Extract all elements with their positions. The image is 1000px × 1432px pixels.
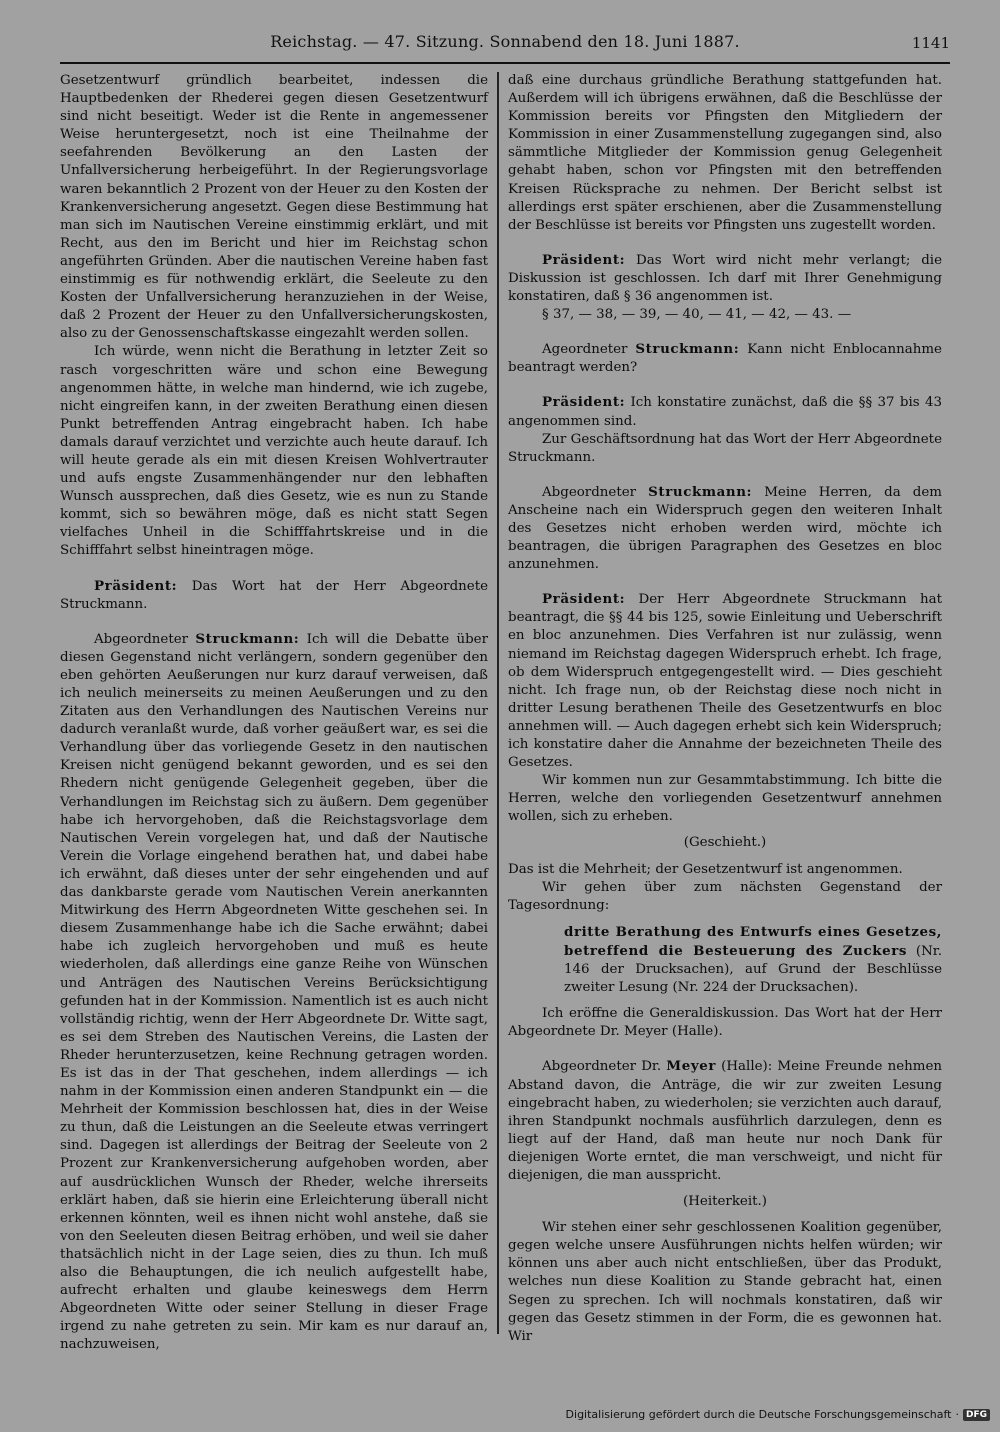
paragraph: daß eine durchaus gründliche Berathung stattgefunden hat. Außerdem will ich übrigens erwähnen, daß die Beschlüsse der Kommission bereits vor Pfingsten den Mitgliedern der Kommission in einer Zusammenstellung zugegangen sind, also sämmtliche Mitglieder der Kommission genug Gelegenheit gehabt haben, schon vor Pfingsten mit den betreffenden Kreisen Rücksprache zu nehmen. Der Bericht selbst ist allerdings erst später erschienen, aber die Zusammenstellung der Beschlüsse ist bereits vor Pfingsten uns zugestellt worden. (508, 73, 942, 233)
speaker-title: Abgeordneter (94, 631, 196, 647)
dfg-logo: DFG (963, 1409, 990, 1421)
paragraph: Wir stehen einer sehr geschlossenen Koalition gegenüber, gegen welche unsere Ausführungen nichts helfen würden; wir können uns aber auch nicht entschließen, über das Produkt, welches nun diese Koalition zu Stande gebracht hat, einen Segen zu sprechen. Ich will nochmals konstatiren, daß wir gegen das Gesetz stimmen in der Form, die es gewonnen hat. Wir (508, 1220, 942, 1344)
page-number: 1141 (911, 34, 950, 52)
paragraph: Das ist die Mehrheit; der Gesetzentwurf ist angenommen. (508, 861, 903, 877)
paragraph: Ich würde, wenn nicht die Berathung in letzter Zeit so rasch vorgeschritten wäre und schon eine Bewegung angenommen hätte, in welche man hindernd, wie ich zugebe, nicht eingreifen kann, in der zweiten Berathung einen diesen Punkt betreffenden Antrag eingebracht haben. Ich habe damals darauf verzichtet und verzichte auch heute darauf. Ich will heute gerade als ein mit diesen Kreisen Wohlvertrauter und aufs engste Zusammenhängender nur den lebhaften Wunsch aussprechen, daß dies Gesetz, wie es nun zu Stande kommt, sich so bewähren möge, daß es nicht statt Segen vielfaches Unheil in die Schifffahrtskreise und in die Schifffahrt selbst hineintragen möge. (60, 344, 488, 559)
speaker-title: Abgeordneter Dr. (542, 1059, 667, 1075)
speaker-name: Struckmann: (635, 341, 740, 358)
speech-text: Der Herr Abgeordnete Struckmann hat beantragt, die §§ 44 bis 125, sowie Einleitung und Ueberschrift en bloc anzunehmen. Dies Verfahren ist nur zulässig, wenn niemand im Reichstag dagegen Widerspruch erhebt. Ich frage, ob dem Widerspruch entgegengestellt wird. — Dies geschieht nicht. Ich frage nun, ob der Reichstag diese noch nicht in dritter Lesung berathenen Theile des Gesetzentwurfs en bloc annehmen will. — Auch dagegen erhebt sich kein Widerspruch; ich konstatire daher die Annahme der bezeichneten Theile des Gesetzes. (508, 592, 942, 771)
paragraph (508, 340, 942, 377)
agenda-item-text: (Nr. 146 der Drucksachen), auf Grund der Beschlüsse zweiter Lesung (Nr. 224 der Drucksachen). (564, 943, 942, 996)
funding-credit: Digitalisierung gefördert durch die Deutsche Forschungsgemeinschaft (565, 1408, 952, 1421)
paragraph (60, 630, 488, 1355)
speech-text: Ich konstatire zunächst, daß die §§ 37 bis 43 angenommen sind. (508, 395, 942, 429)
speech-text: (Halle): Meine Freunde nehmen Abstand davon, die Anträge, die wir zur zweiten Lesung eingebracht haben, zu wiederholen; sie verzichten auch darauf, ihren Standpunkt nochmals ausführlich darzulegen, denn es liegt auf der Hand, daß man heute nur noch Dank für diejenigen Worte erntet, die man verschweigt, und nicht für diejenigen, die man ausspricht. (508, 1059, 942, 1183)
paragraph (508, 1057, 942, 1185)
column-divider (497, 72, 499, 1334)
paragraph (508, 590, 942, 772)
speech-text: Das Wort hat der Herr Abgeordnete Struckmann. (60, 578, 488, 612)
digitization-footer (566, 1408, 990, 1421)
paragraph: Ich eröffne die Generaldiskussion. Das Wort hat der Herr Abgeordnete Dr. Meyer (Halle). (508, 1006, 942, 1040)
speech-text: Meine Herren, da dem Anscheine nach ein Widerspruch gegen den weiteren Inhalt des Gesetzes nicht erhoben werden wird, möchte ich beantragen, die übrigen Paragraphen des Gesetzes en bloc anzunehmen. (508, 484, 942, 573)
paragraph (508, 393, 942, 430)
stage-direction: (Geschieht.) (683, 835, 767, 851)
running-title: Reichstag. — 47. Sitzung. Sonnabend den 18. Juni 1887. (270, 32, 740, 51)
page-header (60, 30, 950, 64)
speaker-name: Präsident: (542, 394, 626, 411)
speaker-name: Präsident: (542, 591, 626, 608)
agenda-item (508, 923, 942, 997)
left-column (60, 72, 488, 1353)
paragraph (60, 577, 488, 614)
speaker-name: Präsident: (542, 251, 626, 268)
speaker-name: Struckmann: (195, 630, 300, 647)
agenda-item-title: dritte Berathung des Entwurfs eines Gesetzes, betreffend die Besteuerung des Zuckers (564, 923, 942, 959)
speech-text: Das Wort wird nicht mehr verlangt; die Diskussion ist geschlossen. Ich darf mit Ihrer Genehmigung konstatiren, daß § 36 angenommen ist. (508, 252, 942, 305)
speech-text: Ich will die Debatte über diesen Gegenstand nicht verlängern, sondern gegenüber den eben gehörten Aeußerungen nur kurz darauf verweisen, daß ich neulich meinerseits zu meinen Aeußerungen und zu den Zitaten aus den Verhandlungen des Nautischen Vereins nur dadurch veranlaßt wurde, daß vorher geäußert war, es sei die Verhandlung über das vorliegende Gesetz in den nautischen Kreisen nicht genügend bekannt geworden, und es sei den Rhedern nicht genügende Gelegenheit gegeben, über die Verhandlungen im Reichstag sich zu äußern. Dem gegenüber habe ich hervorgehoben, daß die Reichstagsvorlage dem Nautischen Verein vorgelegen hat, und daß der Nautische Verein die Vorlage eingehend berathen hat, und dabei habe ich erwähnt, daß dieses unter der sehr eingehenden und auf das dankbarste gerade vom Nautischen Verein anerkannten Mitwirkung des Herrn Abgeordneten Witte geschehen sei. In diesem Zusammenhange habe ich die Sache erwähnt; dabei habe ich zugleich hervorgehoben und muß es heute wiederholen, daß allerdings eine ganze Reihe von Wünschen und Anträgen des Nautischen Vereins Berücksichtigung gefunden hat in der Kommission. Namentlich ist es auch nicht vollständig richtig, wenn der Herr Abgeordnete Dr. Witte sagt, es sei dem Streben des Nautischen Vereins, die Lasten der Rheder herunterzusetzen, keine Rechnung getragen worden. Es ist das in der That geschehen, indem allerdings — ich nahm in der Kommission einen anderen Standpunkt ein — die Mehrheit der Kommission beschlossen hat, dies in der Weise zu thun, daß die Leistungen an die Seeleute etwas verringert sind. Dagegen ist allerdings der Beitrag der Seeleute von 2 Prozent zur Krankenversicherung aufgehoben worden, aber auf ausdrücklichen Wunsch der Rheder, welche ihrerseits erklärt haben, daß sie hierin eine Erleichterung überall nicht erkennen könnten, weil es ihnen nicht wohl anstehe, daß sie von den Seeleuten diesen Beitrag erhöben, und weil sie daher thatsächlich nicht in der Lage seien, dies zu thun. Ich muß also die Behauptungen, die ich neulich aufgestellt habe, aufrecht erhalten und glaube keineswegs dem Herrn Abgeordneten Witte oder seiner Stellung in dieser Frage irgend zu nahe getreten zu sein. Mir kam es nur darauf an, nachzuweisen, (60, 631, 488, 1353)
speaker-name: Meyer (666, 1058, 716, 1075)
paragraph: § 37, — 38, — 39, — 40, — 41, — 42, — 43. — (542, 307, 852, 323)
speaker-title: Abgeordneter (542, 484, 649, 500)
paragraph: Zur Geschäftsordnung hat das Wort der Herr Abgeordnete Struckmann. (508, 431, 942, 465)
dfg-logo-icon: · (955, 1408, 959, 1421)
speaker-title: Ageordneter (542, 342, 636, 358)
speaker-name: Präsident: (94, 577, 178, 594)
paragraph: Wir gehen über zum nächsten Gegenstand der Tagesordnung: (508, 879, 942, 913)
paragraph (508, 483, 942, 574)
speaker-name: Struckmann: (648, 483, 753, 500)
speech-text: Kann nicht Enblocannahme beantragt werden? (508, 342, 942, 376)
paragraph (508, 251, 942, 306)
paragraph: Wir kommen nun zur Gesammtabstimmung. Ich bitte die Herren, welche den vorliegenden Gesetzentwurf annehmen wollen, sich zu erheben. (508, 773, 942, 825)
right-column (508, 72, 942, 1344)
paragraph: Gesetzentwurf gründlich bearbeitet, indessen die Hauptbedenken der Rhederei gegen diesen Gesetzentwurf sind nicht beseitigt. Weder ist die Rente in angemessener Weise heruntergesetzt, noch ist eine Theilnahme der seefahrenden Bevölkerung an den Lasten der Unfallversicherung herbeigeführt. In der Regierungsvorlage waren bekanntlich 2 Prozent von der Heuer zu den Kosten der Krankenversicherung angesetzt. Gegen diese Bestimmung hat man sich im Nautischen Vereine einstimmig erklärt, und mit Recht, aus den im Bericht und hier im Reichstag schon angeführten Gründen. Aber die nautischen Vereine haben fast einstimmig es für nothwendig erklärt, die Seeleute zu den Kosten der Unfallversicherung heranzuziehen in der Weise, daß 2 Prozent der Heuer zu den Unfallversicherungskosten, also zu der Genossenschaftskasse eingezahlt werden sollen. (60, 73, 488, 342)
stage-direction: (Heiterkeit.) (683, 1194, 767, 1210)
